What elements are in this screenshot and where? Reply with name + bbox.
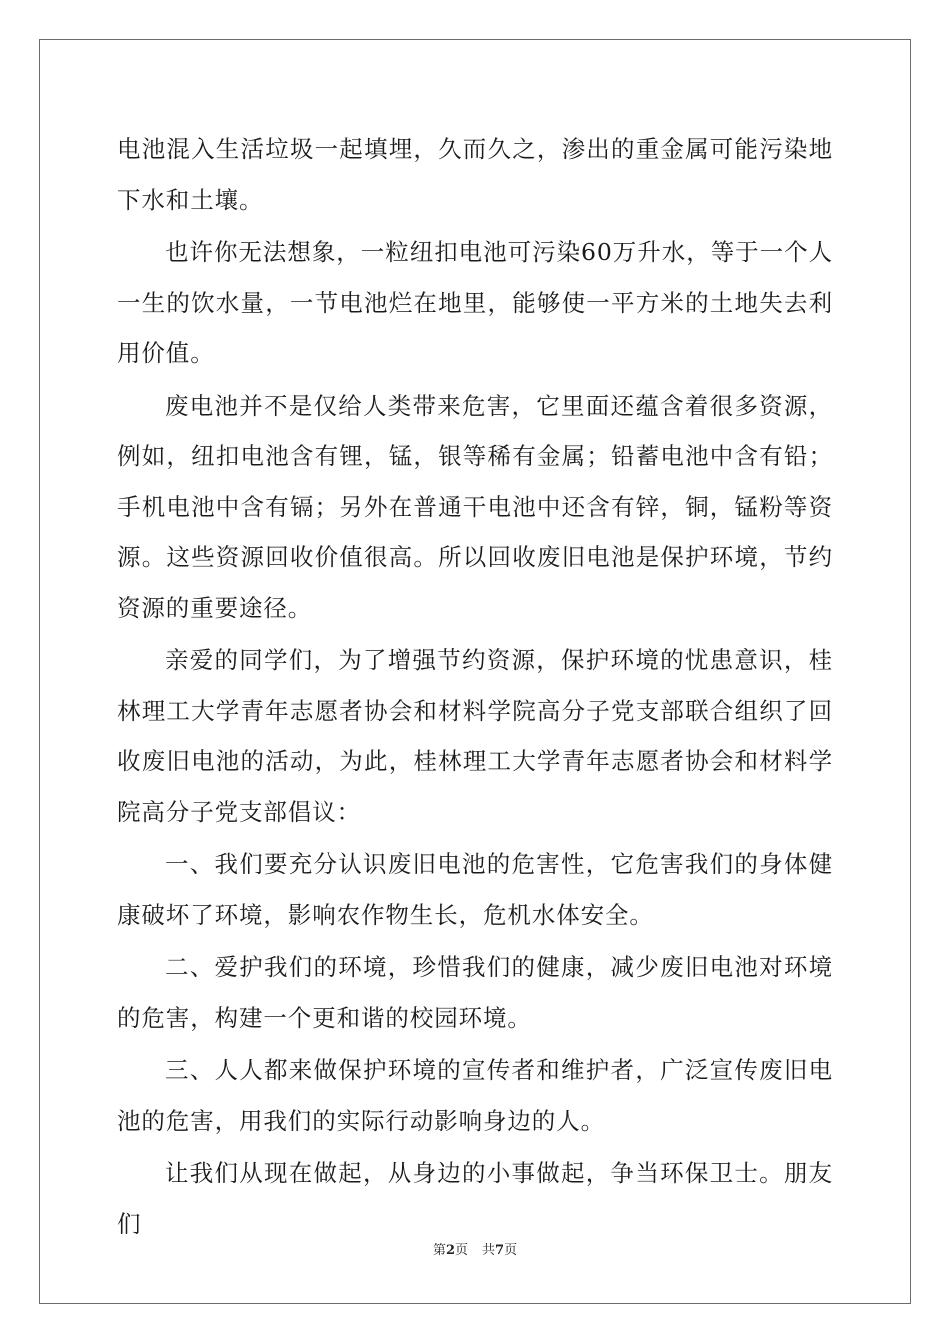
total-prefix: 共 <box>482 1243 496 1258</box>
paragraph-8: 让我们从现在做起，从身边的小事做起，争当环保卫士。朋友们 <box>117 1159 833 1238</box>
document-body <box>117 124 833 1251</box>
paragraph-3: 废电池并不是仅给人类带来危害，它里面还蕴含着很多资源，例如，纽扣电池含有锂，锰，银等稀有金属；铅蓄电池中含有铅；手机电池中含有镉；另外在普通干电池中还含有锌，铜，锰粉等资源。这些资源回收价值很高。所以回收废旧电池是保护环境，节约资源的重要途径。 <box>117 391 833 622</box>
paragraph-1: 电池混入生活垃圾一起填埋，久而久之，渗出的重金属可能污染地下水和土壤。 <box>117 135 833 214</box>
total-suffix: 页 <box>504 1243 518 1258</box>
paragraph-4: 亲爱的同学们，为了增强节约资源，保护环境的忧患意识，桂林理工大学青年志愿者协会和材料学院高分子党支部联合组织了回收废旧电池的活动，为此，桂林理工大学青年志愿者协会和材料学院高分子党支部倡议： <box>117 646 833 826</box>
page-number: 2 <box>445 1243 455 1258</box>
page-footer <box>0 1243 950 1259</box>
paragraph-7: 三、人人都来做保护环境的宣传者和维护者，广泛宣传废旧电池的危害，用我们的实际行动影响身边的人。 <box>117 1056 833 1135</box>
total-pages: 7 <box>495 1243 505 1258</box>
page-prefix: 第 <box>432 1243 446 1258</box>
paragraph-5: 一、我们要充分认识废旧电池的危害性，它危害我们的身体健康破坏了环境，影响农作物生长，危机水体安全。 <box>117 850 833 929</box>
paragraph-2: 也许你无法想象，一粒纽扣电池可污染60万升水，等于一个人一生的饮水量，一节电池烂在地里，能够使一平方米的土地失去利用价值。 <box>117 238 833 367</box>
page-suffix: 页 <box>454 1243 468 1258</box>
paragraph-6: 二、爱护我们的环境，珍惜我们的健康，减少废旧电池对环境的危害，构建一个更和谐的校园环境。 <box>117 953 833 1032</box>
